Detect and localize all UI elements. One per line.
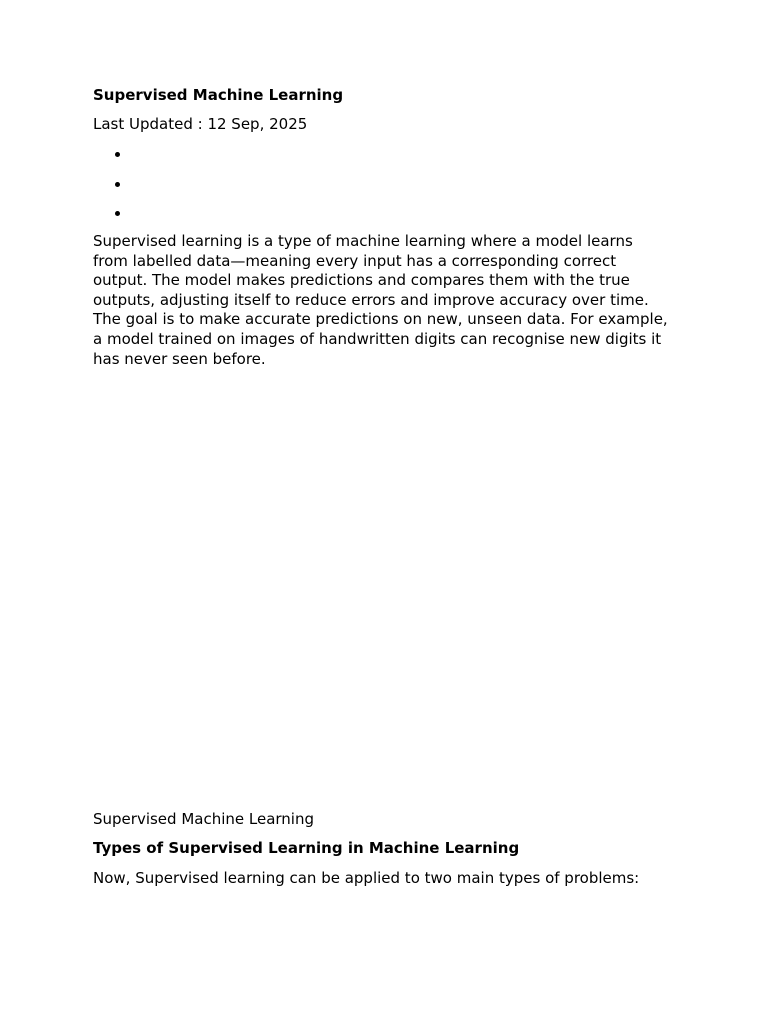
bullet-icon [115,182,120,187]
section-heading: Types of Supervised Learning in Machine Learning [93,839,520,857]
bullet-icon [115,211,120,216]
intro-paragraph: Supervised learning is a type of machine learning where a model learns from labelled data—meaning every input has a corresponding correct output. The model makes predictions and compares them with the true outputs, adjusting itself to reduce errors and improve accuracy over time. The goal is to make accurate predictions on new, unseen data. For example, a model trained on images of handwritten digits can recognise new digits it has never seen before. [93,232,668,368]
section-paragraph: Now, Supervised learning can be applied to two main types of problems: [93,869,640,887]
page-title: Supervised Machine Learning [93,86,344,104]
figure-image-placeholder [93,380,668,800]
bullet-icon [115,152,120,157]
last-updated-text: Last Updated : 12 Sep, 2025 [93,115,308,133]
figure-caption: Supervised Machine Learning [93,810,315,828]
